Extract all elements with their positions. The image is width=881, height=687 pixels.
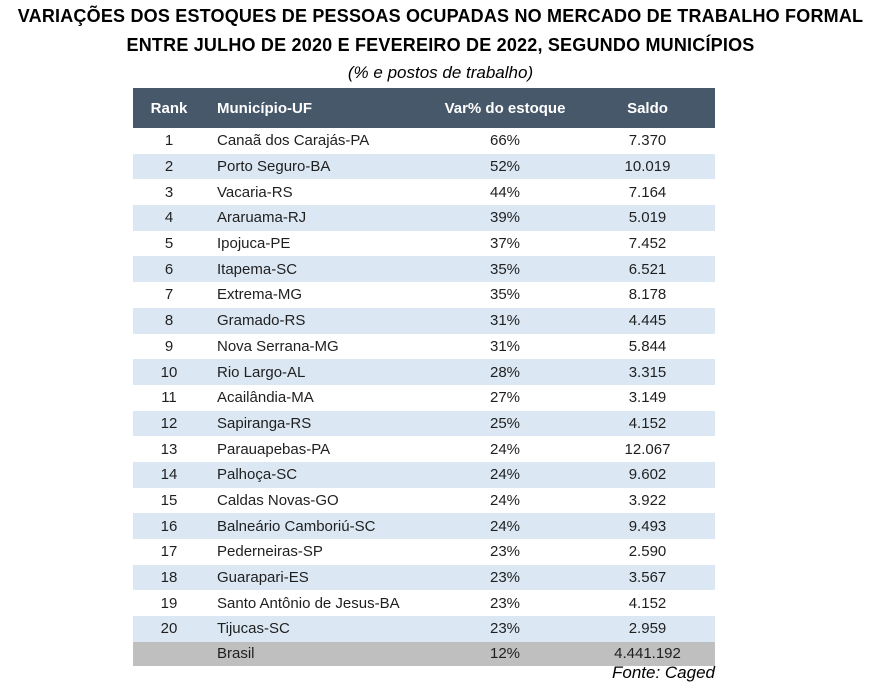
- var-cell: 27%: [430, 385, 580, 411]
- rank-cell: 13: [133, 436, 205, 462]
- rank-cell: 6: [133, 256, 205, 282]
- column-header-var: Var% do estoque: [430, 88, 580, 128]
- data-table: [133, 88, 715, 666]
- municipio-cell: Caldas Novas-GO: [205, 488, 430, 514]
- table-body: [133, 128, 715, 642]
- var-cell: 24%: [430, 436, 580, 462]
- saldo-cell: 2.959: [580, 616, 715, 642]
- municipio-cell: Rio Largo-AL: [205, 359, 430, 385]
- municipio-cell: Pederneiras-SP: [205, 539, 430, 565]
- table-header-row: [133, 88, 715, 128]
- column-header-rank: Rank: [133, 88, 205, 128]
- municipio-cell: Sapiranga-RS: [205, 411, 430, 437]
- table-row: [133, 334, 715, 360]
- var-cell: 37%: [430, 231, 580, 257]
- var-cell: 44%: [430, 179, 580, 205]
- table-row: [133, 513, 715, 539]
- total-var-cell: 12%: [430, 642, 580, 666]
- municipio-cell: Tijucas-SC: [205, 616, 430, 642]
- saldo-cell: 12.067: [580, 436, 715, 462]
- saldo-cell: 3.315: [580, 359, 715, 385]
- municipio-cell: Araruama-RJ: [205, 205, 430, 231]
- var-cell: 23%: [430, 565, 580, 591]
- saldo-cell: 9.493: [580, 513, 715, 539]
- rank-cell: 17: [133, 539, 205, 565]
- municipio-cell: Balneário Camboriú-SC: [205, 513, 430, 539]
- source-note: Fonte: Caged: [611, 663, 715, 682]
- var-cell: 24%: [430, 488, 580, 514]
- var-cell: 23%: [430, 616, 580, 642]
- rank-cell: 7: [133, 282, 205, 308]
- var-cell: 25%: [430, 411, 580, 437]
- table-row: [133, 256, 715, 282]
- municipio-cell: Nova Serrana-MG: [205, 334, 430, 360]
- municipio-cell: Ipojuca-PE: [205, 231, 430, 257]
- rank-cell: 18: [133, 565, 205, 591]
- saldo-cell: 8.178: [580, 282, 715, 308]
- municipio-cell: Santo Antônio de Jesus-BA: [205, 590, 430, 616]
- saldo-cell: 6.521: [580, 256, 715, 282]
- rank-cell: 16: [133, 513, 205, 539]
- table-row: [133, 308, 715, 334]
- municipio-cell: Extrema-MG: [205, 282, 430, 308]
- saldo-cell: 5.019: [580, 205, 715, 231]
- var-cell: 39%: [430, 205, 580, 231]
- table-row: [133, 154, 715, 180]
- table-row: [133, 179, 715, 205]
- saldo-cell: 3.149: [580, 385, 715, 411]
- rank-cell: 9: [133, 334, 205, 360]
- rank-cell: 8: [133, 308, 205, 334]
- municipio-cell: Porto Seguro-BA: [205, 154, 430, 180]
- column-header-saldo: Saldo: [580, 88, 715, 128]
- table-row: [133, 565, 715, 591]
- saldo-cell: 5.844: [580, 334, 715, 360]
- municipio-cell: Guarapari-ES: [205, 565, 430, 591]
- municipio-cell: Parauapebas-PA: [205, 436, 430, 462]
- saldo-cell: 3.922: [580, 488, 715, 514]
- var-cell: 35%: [430, 256, 580, 282]
- saldo-cell: 9.602: [580, 462, 715, 488]
- page-subtitle: (% e postos de trabalho): [347, 63, 534, 82]
- saldo-cell: 7.370: [580, 128, 715, 154]
- table-row: [133, 385, 715, 411]
- var-cell: 52%: [430, 154, 580, 180]
- table-row: [133, 282, 715, 308]
- table-row: [133, 488, 715, 514]
- total-saldo-cell: 4.441.192: [580, 642, 715, 666]
- page-title-line2: ENTRE JULHO DE 2020 E FEVEREIRO DE 2022, SEGUNDO MUNICÍPIOS: [126, 35, 755, 55]
- var-cell: 24%: [430, 462, 580, 488]
- var-cell: 35%: [430, 282, 580, 308]
- saldo-cell: 10.019: [580, 154, 715, 180]
- table-row: [133, 436, 715, 462]
- rank-cell: 10: [133, 359, 205, 385]
- saldo-cell: 4.152: [580, 411, 715, 437]
- rank-cell: 5: [133, 231, 205, 257]
- column-header-municipio: Município-UF: [205, 88, 430, 128]
- municipios-table: [133, 88, 715, 666]
- page-title-line1: VARIAÇÕES DOS ESTOQUES DE PESSOAS OCUPADAS NO MERCADO DE TRABALHO FORMAL: [17, 6, 864, 26]
- saldo-cell: 2.590: [580, 539, 715, 565]
- rank-cell: 19: [133, 590, 205, 616]
- var-cell: 23%: [430, 539, 580, 565]
- rank-cell: 1: [133, 128, 205, 154]
- table-row: [133, 359, 715, 385]
- rank-cell: 2: [133, 154, 205, 180]
- var-cell: 23%: [430, 590, 580, 616]
- var-cell: 66%: [430, 128, 580, 154]
- table-row: [133, 411, 715, 437]
- saldo-cell: 3.567: [580, 565, 715, 591]
- table-row: [133, 616, 715, 642]
- title-block: [0, 2, 881, 86]
- municipio-cell: Itapema-SC: [205, 256, 430, 282]
- rank-cell: 14: [133, 462, 205, 488]
- rank-cell: 4: [133, 205, 205, 231]
- table-row: [133, 128, 715, 154]
- municipio-cell: Acailândia-MA: [205, 385, 430, 411]
- rank-cell: 12: [133, 411, 205, 437]
- var-cell: 24%: [430, 513, 580, 539]
- table-row: [133, 205, 715, 231]
- saldo-cell: 7.452: [580, 231, 715, 257]
- table-row: [133, 539, 715, 565]
- rank-cell: 3: [133, 179, 205, 205]
- table-row: [133, 590, 715, 616]
- saldo-cell: 7.164: [580, 179, 715, 205]
- municipio-cell: Palhoça-SC: [205, 462, 430, 488]
- var-cell: 28%: [430, 359, 580, 385]
- saldo-cell: 4.152: [580, 590, 715, 616]
- var-cell: 31%: [430, 308, 580, 334]
- municipio-cell: Canaã dos Carajás-PA: [205, 128, 430, 154]
- rank-cell: 15: [133, 488, 205, 514]
- total-municipio-cell: Brasil: [205, 642, 430, 666]
- rank-cell: 11: [133, 385, 205, 411]
- municipio-cell: Gramado-RS: [205, 308, 430, 334]
- saldo-cell: 4.445: [580, 308, 715, 334]
- municipio-cell: Vacaria-RS: [205, 179, 430, 205]
- var-cell: 31%: [430, 334, 580, 360]
- rank-cell: 20: [133, 616, 205, 642]
- table-row: [133, 231, 715, 257]
- table-row: [133, 462, 715, 488]
